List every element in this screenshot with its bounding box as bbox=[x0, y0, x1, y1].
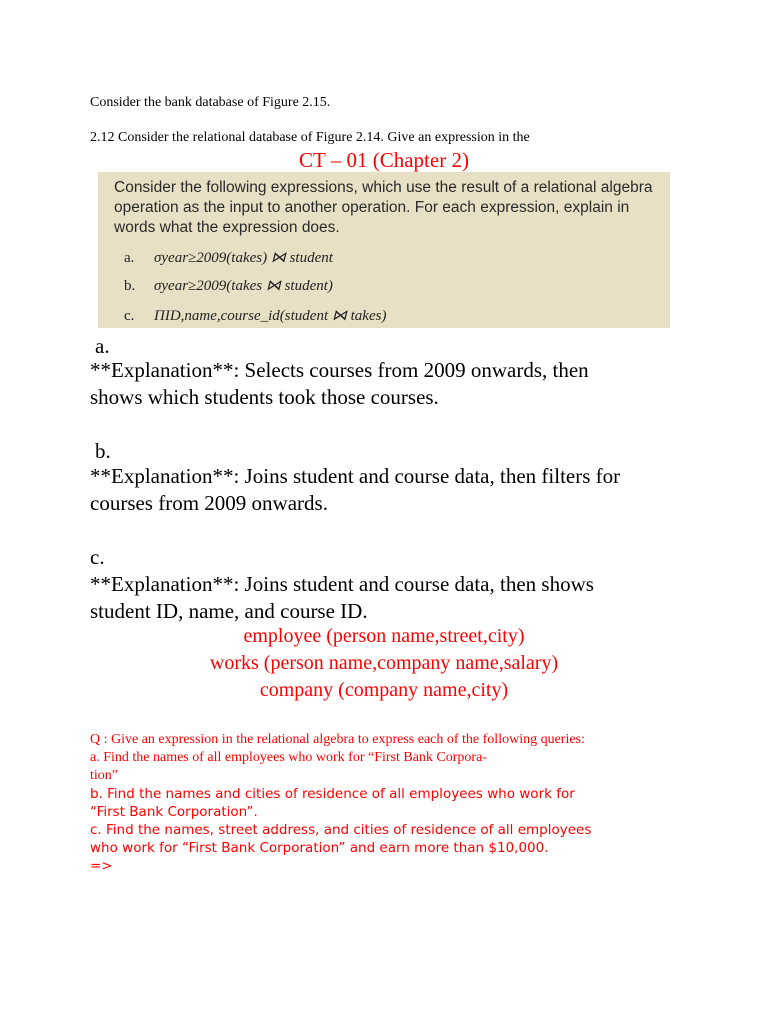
answer-c-line-1: **Explanation**: Joins student and course data, then shows bbox=[90, 572, 594, 596]
textbook-excerpt-image bbox=[98, 172, 670, 328]
excerpt-item-expression: σyear≥2009(takes) ⋈ student bbox=[154, 250, 333, 266]
question-b-line-2: “First Bank Corporation”. bbox=[90, 804, 258, 820]
answer-a-label: a. bbox=[95, 334, 110, 358]
schema-employee: employee (person name,street,city) bbox=[243, 625, 525, 647]
excerpt-item-label: b. bbox=[124, 278, 136, 294]
answer-a-line-2: shows which students took those courses. bbox=[90, 385, 439, 409]
excerpt-item-label: c. bbox=[124, 308, 135, 324]
answer-c-label: c. bbox=[90, 545, 105, 569]
answer-c-line-2: student ID, name, and course ID. bbox=[90, 599, 368, 623]
answer-b-label: b. bbox=[95, 439, 111, 463]
question-b-line-1: b. Find the names and cities of residence of all employees who work for bbox=[90, 786, 575, 802]
answer-a-line-1: **Explanation**: Selects courses from 2009 onwards, then bbox=[90, 358, 589, 382]
excerpt-item-label: a. bbox=[124, 250, 135, 266]
excerpt-paragraph: Consider the following expressions, which use the result of a relational algebra operation as the input to another operation. For each expression, explain in words what the expression does. bbox=[114, 179, 653, 236]
excerpt-item-expression: ΠID,name,course_id(student ⋈ takes) bbox=[154, 308, 387, 324]
question-c-line-2: who work for “First Bank Corporation” and earn more than $10,000. bbox=[90, 840, 549, 856]
excerpt-item-c bbox=[124, 306, 386, 325]
excerpt-item-a bbox=[124, 248, 333, 267]
answer-b-line-1: **Explanation**: Joins student and course data, then filters for bbox=[90, 464, 621, 488]
schema-works: works (person name,company name,salary) bbox=[209, 652, 559, 674]
intro-line-1: Consider the bank database of Figure 2.15. bbox=[90, 95, 331, 110]
answer-arrow: => bbox=[90, 858, 113, 874]
schema-company: company (company name,city) bbox=[259, 679, 509, 701]
excerpt-item-b bbox=[124, 276, 333, 295]
excerpt-item-expression: σyear≥2009(takes ⋈ student) bbox=[154, 278, 333, 294]
question-a-line-1: a. Find the names of all employees who work for “First Bank Corpora- bbox=[90, 750, 487, 765]
answer-b-line-2: courses from 2009 onwards. bbox=[90, 491, 328, 515]
intro-line-2: 2.12 Consider the relational database of Figure 2.14. Give an expression in the bbox=[90, 130, 530, 145]
question-prompt: Q : Give an expression in the relational algebra to express each of the following queries: bbox=[90, 732, 585, 747]
question-a-line-2: tion” bbox=[90, 768, 118, 783]
page-title: CT – 01 (Chapter 2) bbox=[299, 148, 469, 172]
question-c-line-1: c. Find the names, street address, and cities of residence of all employees bbox=[90, 822, 592, 838]
